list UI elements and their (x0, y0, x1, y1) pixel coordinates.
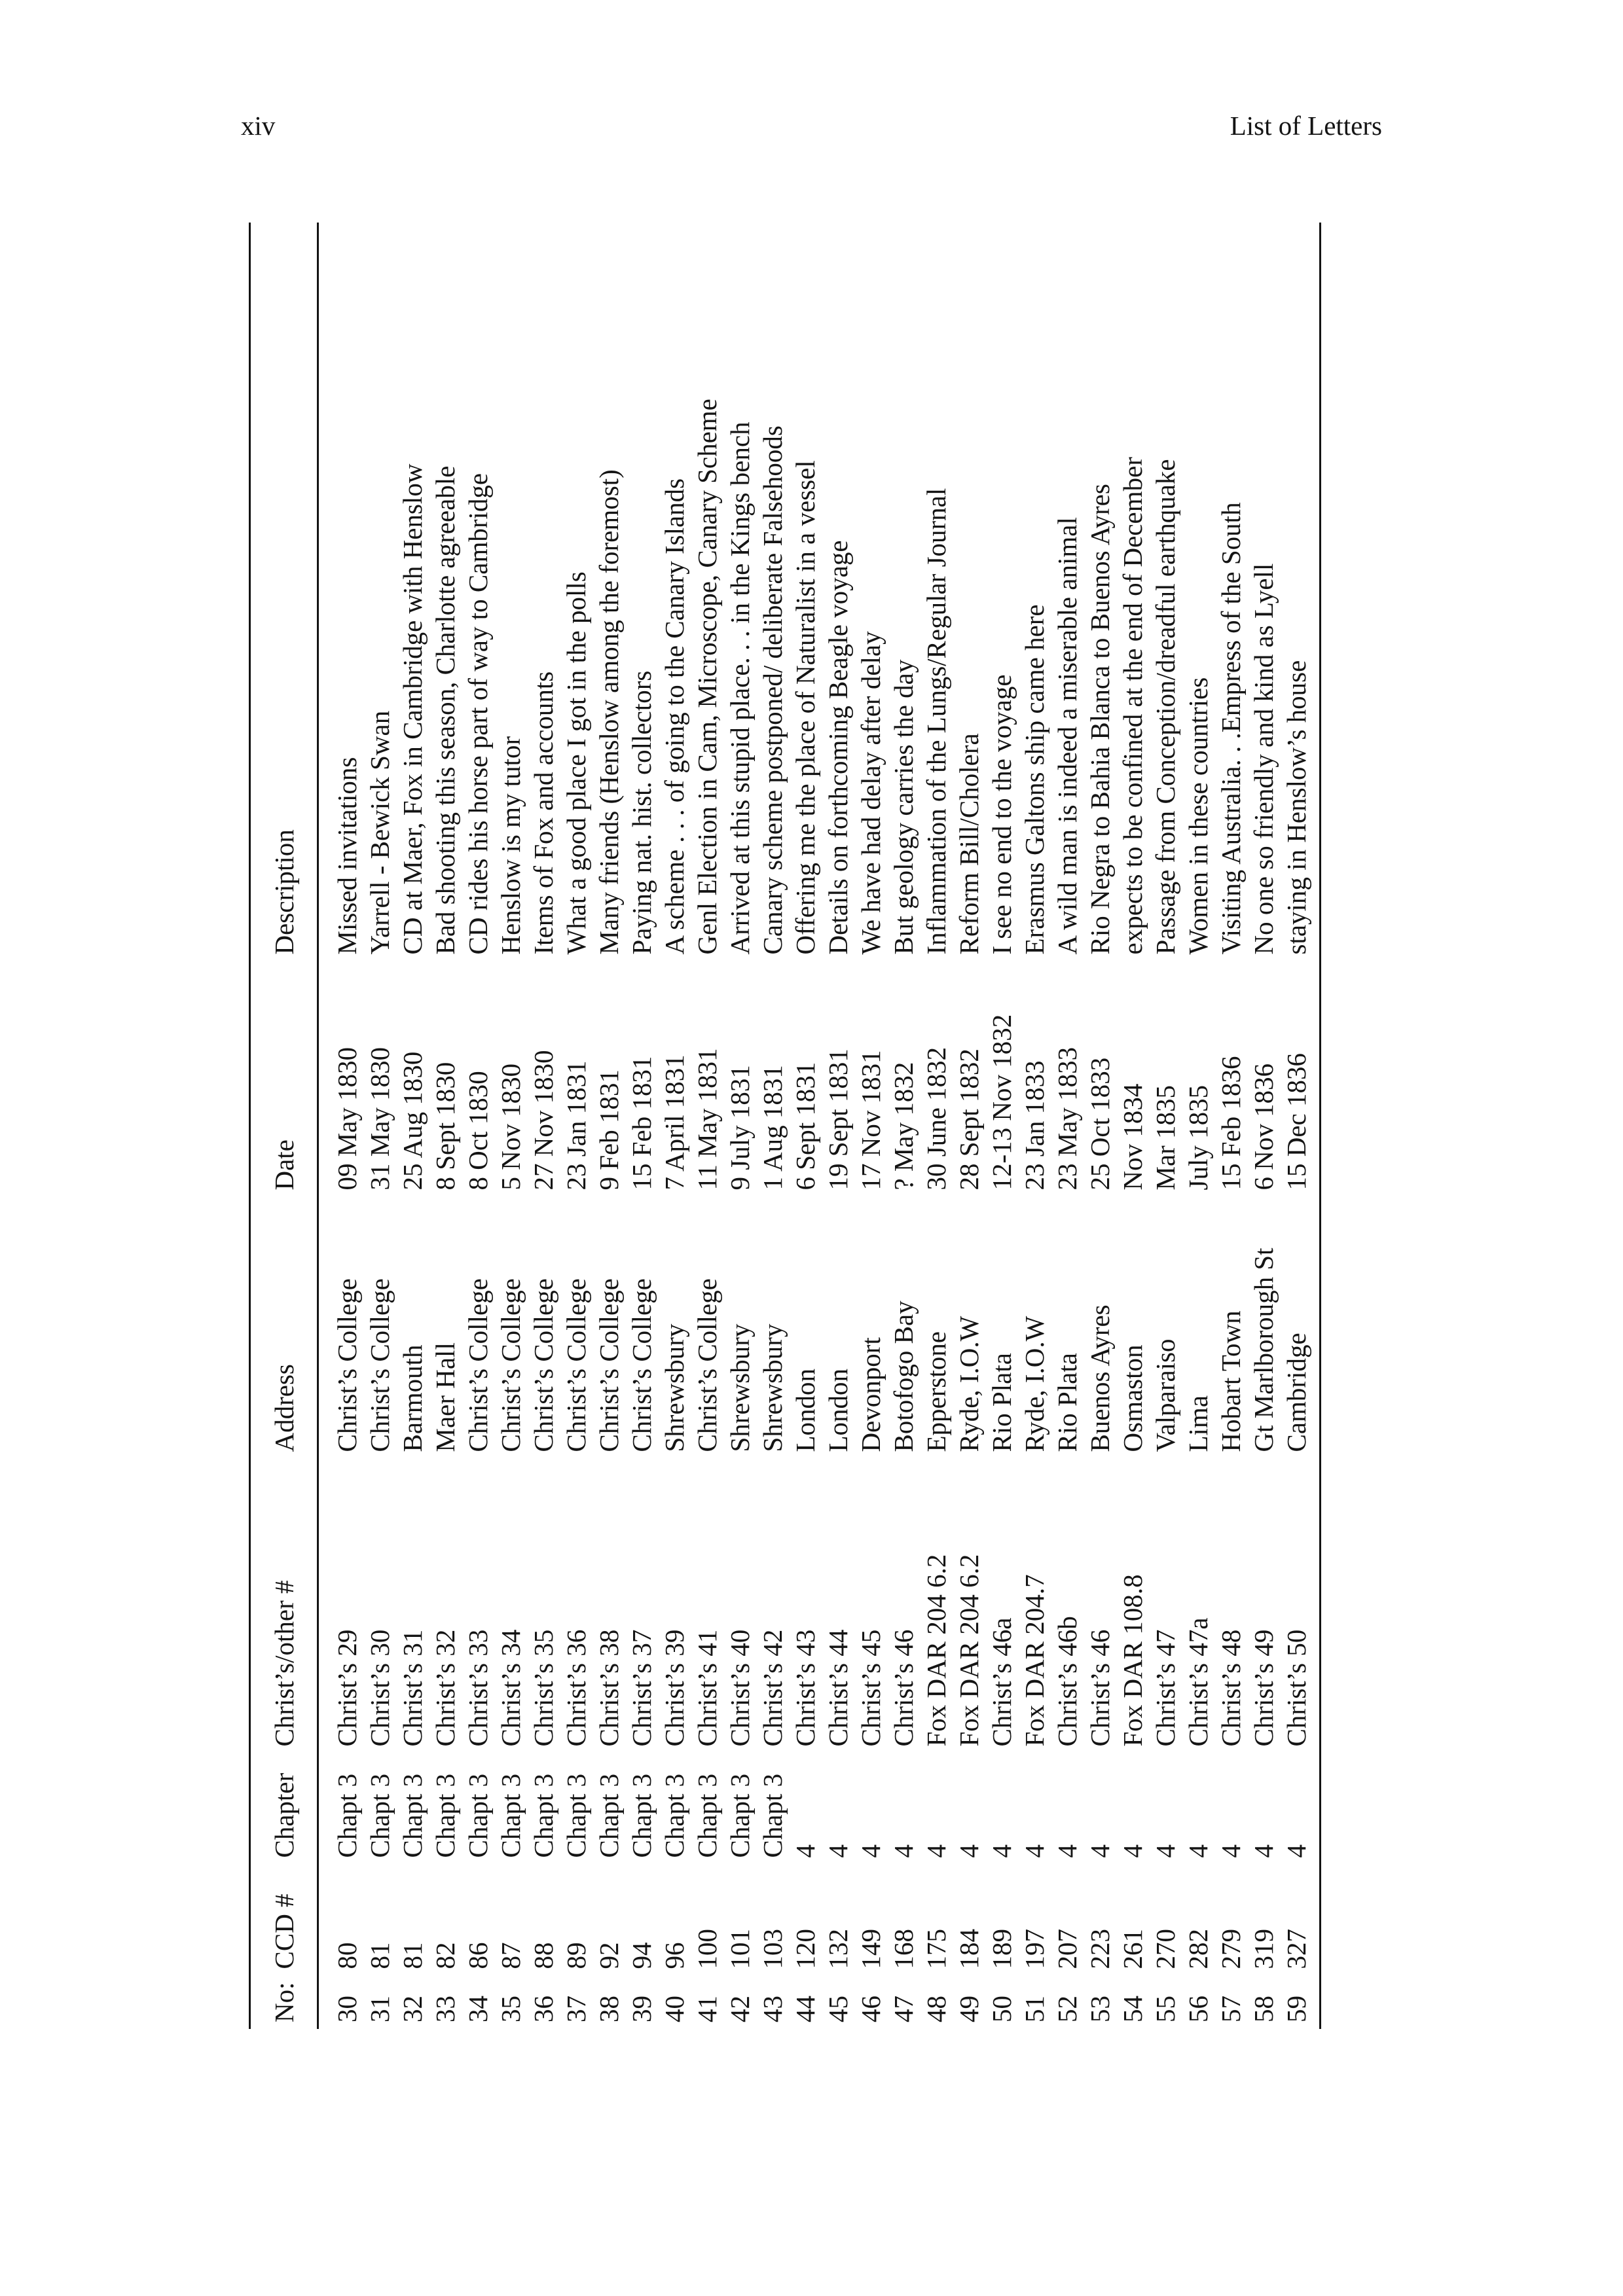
col-no-cell: 55 (1150, 1996, 1180, 2022)
col-date-cell: Mar 1835 (1150, 1085, 1180, 1191)
col-chapter-cell: Chapt 3 (725, 1773, 755, 1858)
col-chapter-cell: 4 (954, 1844, 984, 1858)
col-description-cell: Canary scheme postponed/ deliberate Falsehoods (757, 425, 788, 955)
col-christs-other-cell: Christ’s 35 (528, 1629, 558, 1747)
col-ccd-cell: 168 (888, 1929, 919, 1969)
table-row (494, 223, 527, 2029)
table-row (396, 223, 429, 2029)
table-row (1018, 223, 1051, 2029)
col-date-cell: 31 May 1830 (365, 1047, 395, 1191)
col-chapter-cell: 4 (1052, 1844, 1082, 1858)
col-address-cell: Lima (1183, 1395, 1213, 1452)
col-address-cell: Christ’s College (365, 1278, 395, 1452)
table-row (658, 223, 691, 2029)
col-date-cell: 12-13 Nov 1832 (987, 1014, 1017, 1191)
col-address-cell: Christ’s College (627, 1278, 657, 1452)
col-chapter-cell: 4 (790, 1844, 820, 1858)
col-chapter-cell: 4 (888, 1844, 919, 1858)
col-description-cell: Henslow is my tutor (496, 736, 526, 955)
col-christs-other-cell: Fox DAR 204.7 (1019, 1574, 1049, 1747)
col-description-cell: Arrived at this stupid place. . . in the Kings bench (725, 422, 755, 955)
col-ccd-cell: 149 (856, 1929, 886, 1969)
header-col-no: No: (250, 1976, 318, 2030)
col-description-cell: Offering me the place of Naturalist in a vessel (790, 460, 820, 955)
table-row (985, 223, 1018, 2029)
col-christs-other-cell: Christ’s 37 (627, 1629, 657, 1747)
page-number: xiv (241, 111, 276, 141)
table-row (691, 223, 723, 2029)
col-no-cell: 39 (627, 1996, 657, 2022)
col-date-cell: 9 Feb 1831 (594, 1069, 624, 1191)
col-chapter-cell: Chapt 3 (757, 1773, 788, 1858)
col-ccd-cell: 94 (627, 1942, 657, 1969)
col-christs-other-cell: Christ’s 41 (692, 1629, 722, 1747)
col-ccd-cell: 92 (594, 1942, 624, 1969)
col-description-cell: Erasmus Galtons ship came here (1019, 604, 1049, 955)
col-description-cell: Paying nat. hist. collectors (627, 670, 657, 955)
col-date-cell: 8 Oct 1830 (463, 1071, 493, 1191)
col-address-cell: Osmaston (1118, 1344, 1148, 1452)
table-row (723, 223, 756, 2029)
col-ccd-cell: 81 (397, 1942, 428, 1969)
table-row (1116, 223, 1149, 2029)
col-date-cell: 17 Nov 1831 (856, 1050, 886, 1191)
col-ccd-cell: 184 (954, 1929, 984, 1969)
col-christs-other-cell: Christ’s 45 (856, 1629, 886, 1747)
col-chapter-cell: Chapt 3 (594, 1773, 624, 1858)
col-description-cell: What a good place I got in the polls (561, 571, 591, 955)
col-address-cell: Christ’s College (692, 1278, 722, 1452)
col-christs-other-cell: Fox DAR 108.8 (1118, 1574, 1148, 1747)
col-chapter-cell: 4 (1118, 1844, 1148, 1858)
col-address-cell: Buenos Ayres (1085, 1304, 1115, 1452)
col-christs-other-cell: Christ’s 47a (1183, 1617, 1213, 1747)
col-no-cell: 56 (1183, 1996, 1213, 2022)
col-christs-other-cell: Christ’s 39 (659, 1629, 689, 1747)
col-no-cell: 45 (823, 1996, 853, 2022)
col-description-cell: Bad shooting this season, Charlotte agreeable (430, 465, 460, 955)
col-ccd-cell: 96 (659, 1942, 689, 1969)
table-header-row (250, 223, 318, 2029)
col-ccd-cell: 101 (725, 1929, 755, 1969)
table-row (462, 223, 494, 2029)
col-ccd-cell: 175 (921, 1929, 951, 1969)
col-ccd-cell: 100 (692, 1929, 722, 1969)
table-row (625, 223, 658, 2029)
col-no-cell: 42 (725, 1996, 755, 2022)
table-row (593, 223, 625, 2029)
col-date-cell: 15 Feb 1836 (1216, 1056, 1246, 1191)
col-date-cell: ? May 1832 (888, 1062, 919, 1191)
col-ccd-cell: 87 (496, 1942, 526, 1969)
col-ccd-cell: 132 (823, 1929, 853, 1969)
col-no-cell: 33 (430, 1996, 460, 2022)
header-col-address: Address (250, 1197, 318, 1459)
table-row (1084, 223, 1116, 2029)
col-christs-other-cell: Christ’s 36 (561, 1629, 591, 1747)
col-ccd-cell: 82 (430, 1942, 460, 1969)
col-christs-other-cell: Christ’s 29 (332, 1629, 362, 1747)
header-col-date: Date (250, 961, 318, 1197)
header-col-description: Description (250, 223, 318, 961)
col-ccd-cell: 197 (1019, 1929, 1049, 1969)
col-description-cell: Many friends (Henslow among the foremost) (594, 469, 624, 955)
table-row (363, 223, 396, 2029)
col-date-cell: 23 May 1833 (1052, 1047, 1082, 1191)
col-address-cell: London (823, 1368, 853, 1452)
col-no-cell: 51 (1019, 1996, 1049, 2022)
col-no-cell: 32 (397, 1996, 428, 2022)
col-no-cell: 37 (561, 1996, 591, 2022)
col-date-cell: 5 Nov 1830 (496, 1063, 526, 1191)
col-address-cell: Maer Hall (430, 1342, 460, 1452)
col-christs-other-cell: Christ’s 43 (790, 1629, 820, 1747)
col-date-cell: 8 Sept 1830 (430, 1062, 460, 1191)
col-christs-other-cell: Christ’s 38 (594, 1629, 624, 1747)
col-chapter-cell: 4 (1085, 1844, 1115, 1858)
col-ccd-cell: 80 (332, 1942, 362, 1969)
col-address-cell: Shrewsbury (757, 1323, 788, 1452)
col-ccd-cell: 261 (1118, 1929, 1148, 1969)
col-no-cell: 49 (954, 1996, 984, 2022)
col-ccd-cell: 89 (561, 1942, 591, 1969)
col-description-cell: CD rides his horse part of way to Cambridge (463, 473, 493, 955)
col-chapter-cell: Chapt 3 (561, 1773, 591, 1858)
col-chapter-cell: 4 (987, 1844, 1017, 1858)
col-date-cell: 15 Feb 1831 (627, 1056, 657, 1191)
col-date-cell: 28 Sept 1832 (954, 1049, 984, 1191)
col-chapter-cell: 4 (1019, 1844, 1049, 1858)
col-chapter-cell: 4 (1216, 1844, 1246, 1858)
col-christs-other-cell: Christ’s 42 (757, 1629, 788, 1747)
col-description-cell: Yarrell - Bewick Swan (365, 710, 395, 955)
col-date-cell: 30 June 1832 (921, 1047, 951, 1191)
col-date-cell: July 1835 (1183, 1085, 1213, 1191)
table-row (560, 223, 593, 2029)
col-date-cell: 25 Aug 1830 (397, 1051, 428, 1191)
col-address-cell: Ryde, I.O.W (1019, 1316, 1049, 1452)
table-row (1247, 223, 1280, 2029)
col-chapter-cell: 4 (856, 1844, 886, 1858)
col-chapter-cell: Chapt 3 (627, 1773, 657, 1858)
col-address-cell: Rio Plata (987, 1353, 1017, 1452)
col-date-cell: 19 Sept 1831 (823, 1049, 853, 1191)
col-description-cell: Women in these countries (1183, 677, 1213, 955)
col-address-cell: Shrewsbury (659, 1323, 689, 1452)
letters-table-rotated (249, 223, 1388, 2029)
col-christs-other-cell: Christ’s 31 (397, 1629, 428, 1747)
col-address-cell: Christ’s College (463, 1278, 493, 1452)
col-ccd-cell: 86 (463, 1942, 493, 1969)
col-ccd-cell: 207 (1052, 1929, 1082, 1969)
header-col-christs-other: Christ’s/other # (250, 1459, 318, 1753)
col-chapter-cell: 4 (1183, 1844, 1213, 1858)
col-address-cell: Christ’s College (332, 1278, 362, 1452)
col-description-cell: Items of Fox and accounts (528, 671, 558, 955)
col-ccd-cell: 120 (790, 1929, 820, 1969)
table-row (887, 223, 920, 2029)
col-christs-other-cell: Christ’s 30 (365, 1629, 395, 1747)
col-christs-other-cell: Christ’s 48 (1216, 1629, 1246, 1747)
col-date-cell: 15 Dec 1836 (1280, 961, 1321, 1197)
col-date-cell: 27 Nov 1830 (528, 1050, 558, 1191)
col-address-cell: London (790, 1368, 820, 1452)
table-row (920, 223, 953, 2029)
col-address-cell: Rio Plata (1052, 1353, 1082, 1452)
col-address-cell: Gt Marlborough St (1249, 1247, 1279, 1452)
col-date-cell: Nov 1834 (1118, 1083, 1148, 1191)
col-no-cell: 59 (1280, 1976, 1321, 2030)
col-chapter-cell: Chapt 3 (528, 1773, 558, 1858)
col-ccd-cell: 103 (757, 1929, 788, 1969)
col-no-cell: 44 (790, 1996, 820, 2022)
col-ccd-cell: 88 (528, 1942, 558, 1969)
table-row (854, 223, 887, 2029)
col-no-cell: 43 (757, 1996, 788, 2022)
col-description-cell: staying in Henslow’s house (1280, 223, 1321, 961)
table-row (318, 223, 364, 2029)
col-ccd-cell: 189 (987, 1929, 1017, 1969)
page-header-title: List of Letters (1230, 111, 1382, 141)
col-address-cell: Shrewsbury (725, 1323, 755, 1452)
col-no-cell: 47 (888, 1996, 919, 2022)
col-christs-other-cell: Fox DAR 204 6.2 (954, 1554, 984, 1747)
col-address-cell: Devonport (856, 1337, 886, 1452)
col-chapter-cell: 4 (1150, 1844, 1180, 1858)
col-christs-other-cell: Christ’s 46 (888, 1629, 919, 1747)
col-ccd-cell: 279 (1216, 1929, 1246, 1969)
col-no-cell: 40 (659, 1996, 689, 2022)
col-description-cell: Inflammation of the Lungs/Regular Journal (921, 488, 951, 955)
col-no-cell: 31 (365, 1996, 395, 2022)
col-address-cell: Hobart Town (1216, 1310, 1246, 1452)
col-no-cell: 38 (594, 1996, 624, 2022)
col-chapter-cell: Chapt 3 (332, 1773, 362, 1858)
col-description-cell: Genl Election in Cam, Microscope, Canary Scheme (692, 399, 722, 955)
col-description-cell: Passage from Conception/dreadful earthquake (1150, 459, 1180, 955)
col-chapter-cell: Chapt 3 (430, 1773, 460, 1858)
col-address-cell: Ryde, I.O.W (954, 1316, 984, 1452)
header-col-chapter: Chapter (250, 1753, 318, 1865)
col-address-cell: Christ’s College (561, 1278, 591, 1452)
col-address-cell: Epperstone (921, 1331, 951, 1452)
col-date-cell: 9 July 1831 (725, 1065, 755, 1191)
table-row (1149, 223, 1182, 2029)
col-date-cell: 1 Aug 1831 (757, 1065, 788, 1191)
table-row (1280, 223, 1321, 2029)
col-christs-other-cell: Christ’s 32 (430, 1629, 460, 1747)
col-no-cell: 48 (921, 1996, 951, 2022)
col-christs-other-cell: Christ’s 47 (1150, 1629, 1180, 1747)
col-christs-other-cell: Christ’s 46 (1085, 1629, 1115, 1747)
col-christs-other-cell: Christ’s 40 (725, 1629, 755, 1747)
col-date-cell: 6 Nov 1836 (1249, 1063, 1279, 1191)
col-description-cell: Details on forthcoming Beagle voyage (823, 540, 853, 955)
table-row (1182, 223, 1214, 2029)
col-address-cell: Valparaiso (1150, 1338, 1180, 1452)
col-chapter-cell: 4 (823, 1844, 853, 1858)
col-date-cell: 09 May 1830 (332, 1047, 362, 1191)
col-no-cell: 58 (1249, 1996, 1279, 2022)
col-ccd-cell: 223 (1085, 1929, 1115, 1969)
col-christs-other-cell: Christ’s 34 (496, 1629, 526, 1747)
col-christs-other-cell: Christ’s 46a (987, 1617, 1017, 1747)
col-address-cell: Cambridge (1280, 1197, 1321, 1459)
col-description-cell: A scheme . . . of going to the Canary Islands (659, 478, 689, 955)
col-no-cell: 46 (856, 1996, 886, 2022)
col-ccd-cell: 81 (365, 1942, 395, 1969)
col-ccd-cell: 327 (1280, 1865, 1321, 1976)
col-date-cell: 11 May 1831 (692, 1048, 722, 1191)
col-no-cell: 35 (496, 1996, 526, 2022)
col-description-cell: Rio Negra to Bahia Blanca to Buenos Ayres (1085, 484, 1115, 955)
col-description-cell: A wild man is indeed a miserable animal (1052, 517, 1082, 955)
col-no-cell: 53 (1085, 1996, 1115, 2022)
table-row (429, 223, 462, 2029)
col-no-cell: 36 (528, 1996, 558, 2022)
col-address-cell: Botofogo Bay (888, 1300, 919, 1452)
col-description-cell: CD at Maer, Fox in Cambridge with Henslow (397, 463, 428, 955)
letters-table (249, 223, 1321, 2029)
table-row (953, 223, 985, 2029)
col-chapter-cell: Chapt 3 (463, 1773, 493, 1858)
col-date-cell: 23 Jan 1831 (561, 1060, 591, 1191)
col-ccd-cell: 282 (1183, 1929, 1213, 1969)
table-row (1051, 223, 1084, 2029)
col-description-cell: Missed invitations (332, 757, 362, 955)
col-christs-other-cell: Christ’s 50 (1280, 1459, 1321, 1753)
col-date-cell: 25 Oct 1833 (1085, 1057, 1115, 1191)
col-address-cell: Christ’s College (496, 1278, 526, 1452)
col-no-cell: 30 (332, 1996, 362, 2022)
col-description-cell: expects to be confined at the end of December (1118, 457, 1148, 955)
col-ccd-cell: 319 (1249, 1929, 1279, 1969)
col-christs-other-cell: Fox DAR 204 6.2 (921, 1554, 951, 1747)
table-row (756, 223, 789, 2029)
col-chapter-cell: Chapt 3 (659, 1773, 689, 1858)
table-row (1214, 223, 1247, 2029)
table-row (789, 223, 822, 2029)
col-description-cell: No one so friendly and kind as Lyell (1249, 563, 1279, 955)
col-address-cell: Barmouth (397, 1344, 428, 1452)
col-address-cell: Christ’s College (594, 1278, 624, 1452)
col-chapter-cell: 4 (1249, 1844, 1279, 1858)
col-chapter-cell: 4 (921, 1844, 951, 1858)
col-christs-other-cell: Christ’s 33 (463, 1629, 493, 1747)
col-address-cell: Christ’s College (528, 1278, 558, 1452)
col-ccd-cell: 270 (1150, 1929, 1180, 1969)
col-date-cell: 6 Sept 1831 (790, 1062, 820, 1191)
col-no-cell: 34 (463, 1996, 493, 2022)
col-no-cell: 52 (1052, 1996, 1082, 2022)
col-no-cell: 54 (1118, 1996, 1148, 2022)
table-row (822, 223, 854, 2029)
col-christs-other-cell: Christ’s 46b (1052, 1616, 1082, 1747)
col-date-cell: 7 April 1831 (659, 1054, 689, 1191)
col-chapter-cell: 4 (1280, 1753, 1321, 1865)
col-chapter-cell: Chapt 3 (692, 1773, 722, 1858)
col-christs-other-cell: Christ’s 49 (1249, 1629, 1279, 1747)
col-chapter-cell: Chapt 3 (496, 1773, 526, 1858)
col-no-cell: 57 (1216, 1996, 1246, 2022)
col-chapter-cell: Chapt 3 (397, 1773, 428, 1858)
col-no-cell: 41 (692, 1996, 722, 2022)
col-description-cell: I see no end to the voyage (987, 674, 1017, 955)
col-date-cell: 23 Jan 1833 (1019, 1060, 1049, 1191)
col-christs-other-cell: Christ’s 44 (823, 1629, 853, 1747)
table-row (527, 223, 560, 2029)
col-description-cell: Reform Bill/Cholera (954, 733, 984, 955)
col-no-cell: 50 (987, 1996, 1017, 2022)
table-body (318, 223, 1321, 2029)
header-col-ccd: CCD # (250, 1865, 318, 1976)
col-description-cell: We have had delay after delay (856, 631, 886, 955)
col-description-cell: Visiting Australia. . .Empress of the South (1216, 502, 1246, 955)
col-chapter-cell: Chapt 3 (365, 1773, 395, 1858)
col-description-cell: But geology carries the day (888, 659, 919, 955)
